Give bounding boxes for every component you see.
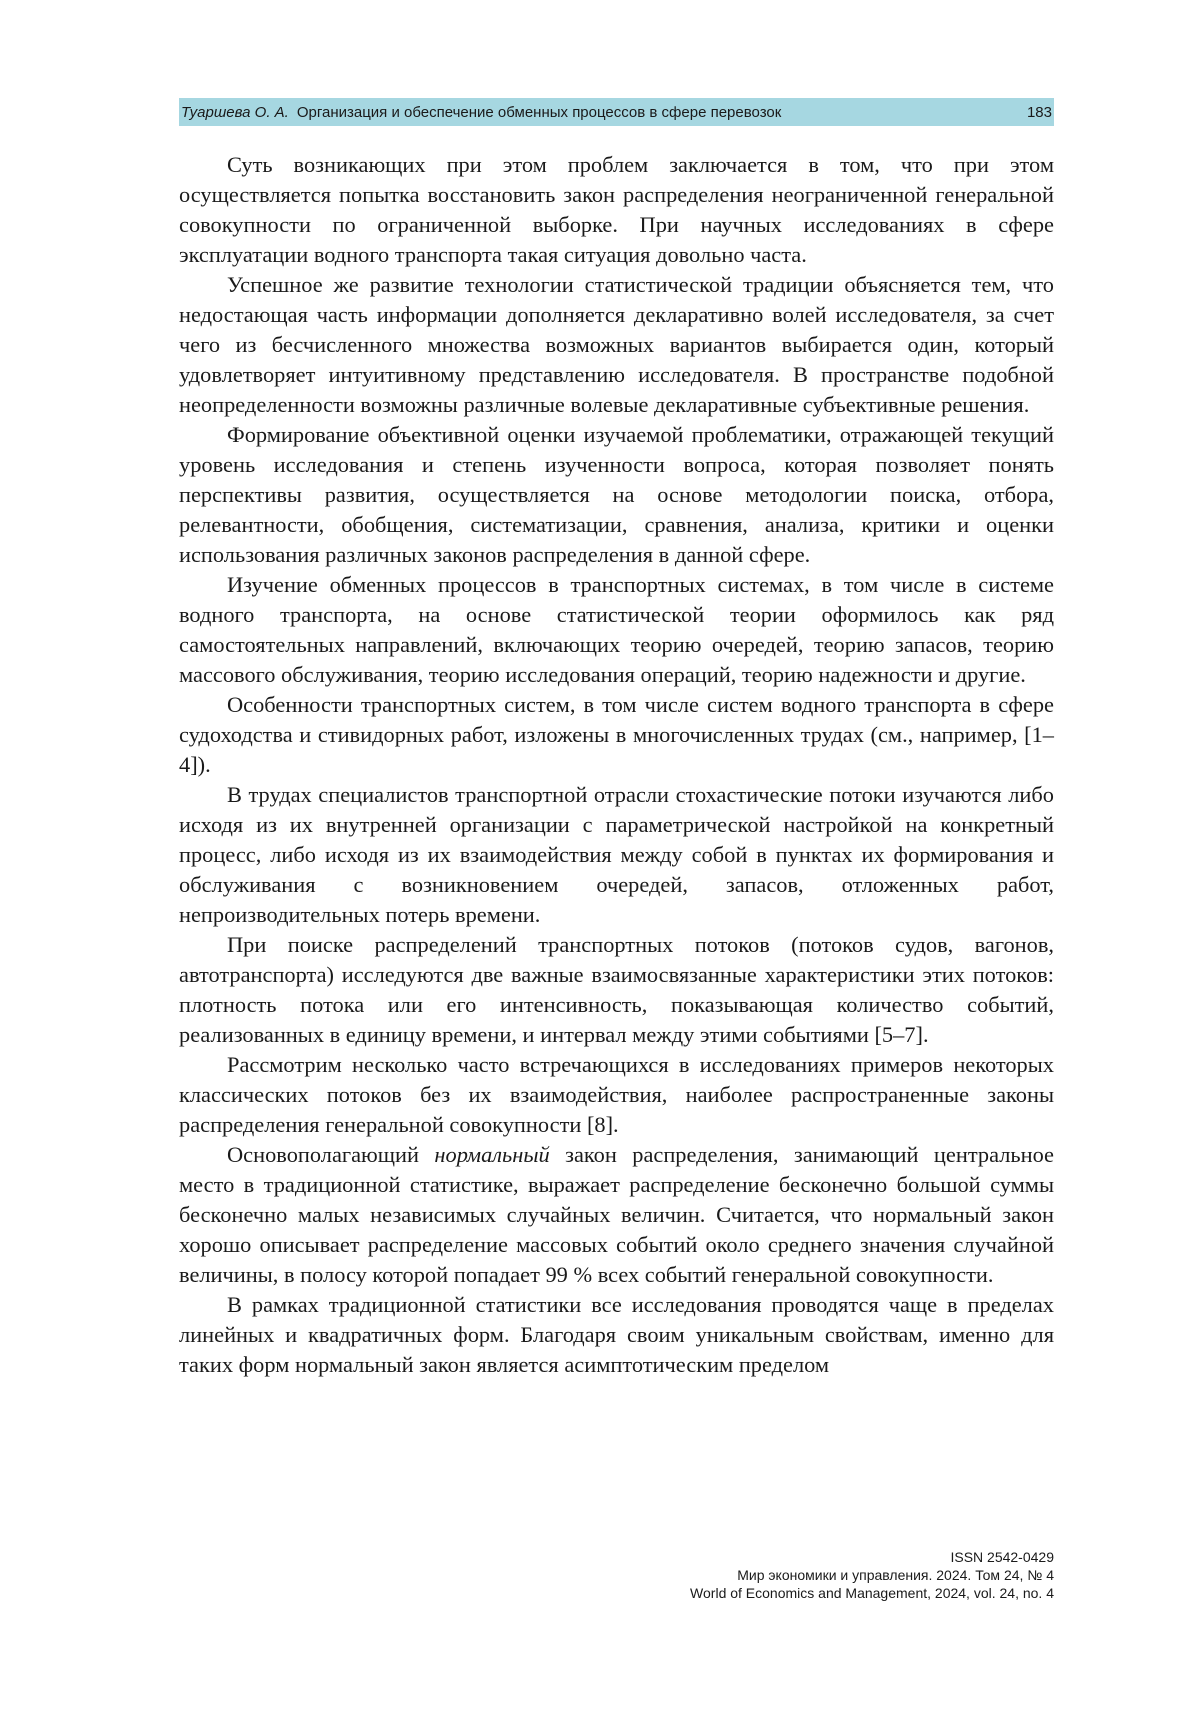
issn: ISSN 2542-0429: [950, 1549, 1054, 1565]
paragraph: Успешное же развитие технологии статистической традиции объясняется тем, что недостающая часть информации дополняется декларативно волей исследователя, за счет чего из бесчисленного множества возможных вариантов выбирается один, который удовлетворяет интуитивному представлению исследователя. В пространстве подобной неопределенности возможны различные волевые декларативные субъективные решения.: [179, 272, 1054, 417]
paragraph-text: закон распределения, занимающий центральное место в традиционной статистике, выражает распределение бесконечно большой суммы бесконечно малых независимых случайных величин. Считается, что нормальный закон хорошо описывает распределение массовых событий около среднего значения случайной величины, в полосу которой попадает 99 % всех событий генеральной совокупности.: [179, 1142, 1055, 1287]
header-article-title: Организация и обеспечение обменных процессов в сфере перевозок: [296, 103, 782, 121]
running-header: [179, 98, 1054, 126]
journal-citation-ru: Мир экономики и управления. 2024. Том 24, № 4: [737, 1567, 1054, 1583]
journal-citation-en: World of Economics and Management, 2024, vol. 24, no. 4: [690, 1585, 1054, 1601]
paragraph: При поиске распределений транспортных потоков (потоков судов, вагонов, автотранспорта) исследуются две важные взаимосвязанные характеристики этих потоков: плотность потока или его интенсивность, показывающая количество событий, реализованных в единицу времени, и интервал между этими событиями [5–7].: [179, 932, 1054, 1047]
article-body: [179, 150, 1054, 1380]
paragraph: [179, 1140, 1054, 1290]
paragraph: Формирование объективной оценки изучаемой проблематики, отражающей текущий уровень исследования и степень изученности вопроса, которая позволяет понять перспективы развития, осуществляется на основе методологии поиска, отбора, релевантности, обобщения, систематизации, сравнения, анализа, критики и оценки использования различных законов распределения в данной сфере.: [179, 422, 1054, 567]
emphasized-term: нормальный: [434, 1142, 550, 1167]
paragraph: В рамках традиционной статистики все исследования проводятся чаще в пределах линейных и квадратичных форм. Благодаря своим уникальным свойствам, именно для таких форм нормальный закон является асимптотическим пределом: [179, 1292, 1054, 1377]
paragraph: Особенности транспортных систем, в том числе систем водного транспорта в сфере судоходства и стивидорных работ, изложены в многочисленных трудах (см., например, [1–4]).: [179, 692, 1054, 777]
paragraph: Рассмотрим несколько часто встречающихся в исследованиях примеров некоторых классических потоков без их взаимодействия, наиболее распространенные законы распределения генеральной совокупности [8].: [179, 1052, 1054, 1137]
paragraph-text: Основополагающий: [227, 1142, 435, 1167]
paragraph: Суть возникающих при этом проблем заключается в том, что при этом осуществляется попытка восстановить закон распределения неограниченной генеральной совокупности по ограниченной выборке. При научных исследованиях в сфере эксплуатации водного транспорта такая ситуация довольно часта.: [179, 152, 1054, 267]
page-number: 183: [1026, 103, 1052, 121]
paragraph: В трудах специалистов транспортной отрасли стохастические потоки изучаются либо исходя из их внутренней организации с параметрической настройкой на конкретный процесс, либо исходя из их взаимодействия между собой в пунктах их формирования и обслуживания с возникновением очередей, запасов, отложенных работ, непроизводительных потерь времени.: [179, 782, 1054, 927]
paragraph: Изучение обменных процессов в транспортных системах, в том числе в системе водного транспорта, на основе статистической теории оформилось как ряд самостоятельных направлений, включающих теорию очередей, теорию запасов, теорию массового обслуживания, теорию исследования операций, теорию надежности и другие.: [179, 572, 1054, 687]
header-authors: Туаршева О. А.: [181, 103, 289, 121]
journal-footer: [690, 1548, 1054, 1602]
